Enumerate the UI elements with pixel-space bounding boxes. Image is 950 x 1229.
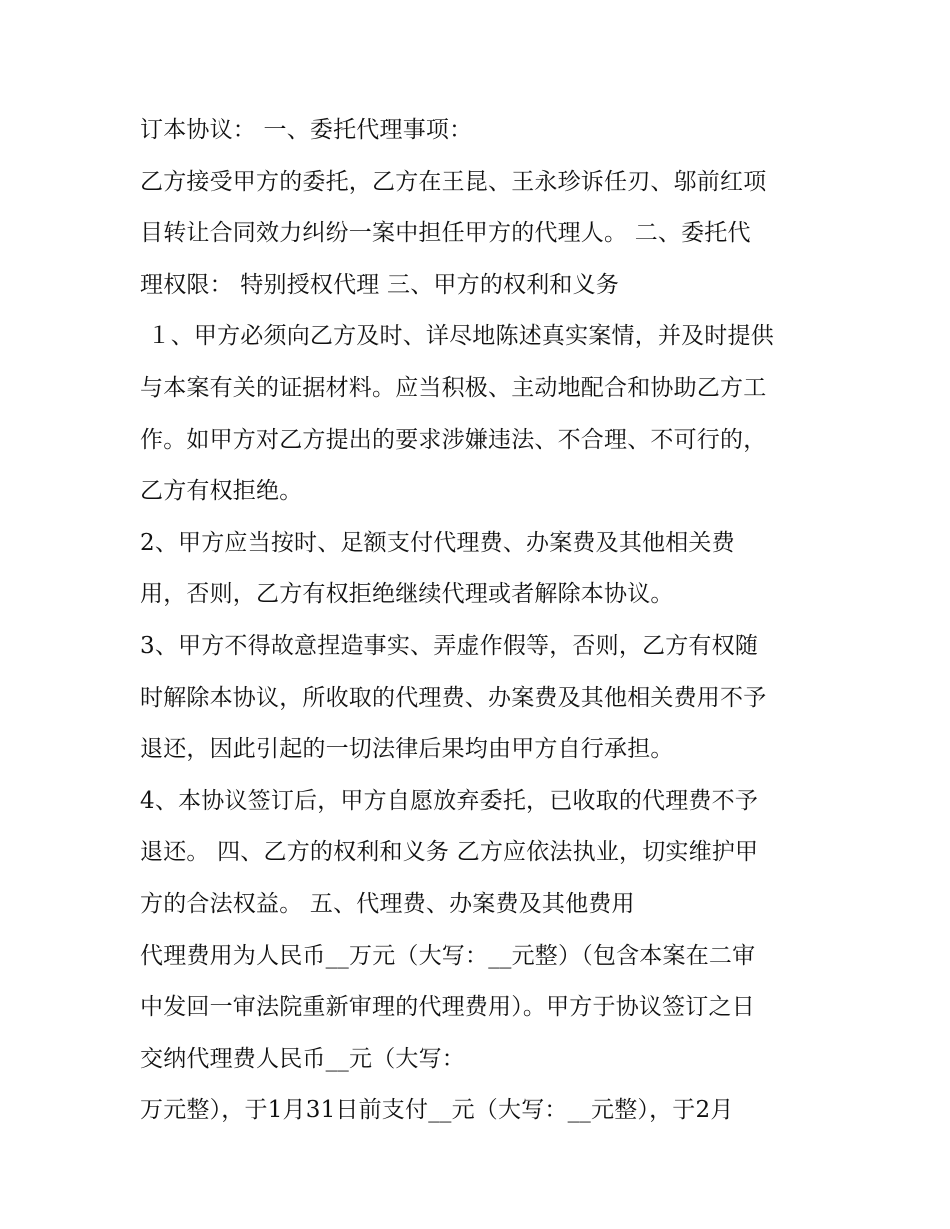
text-line: 万元整），于1月31日前支付__元（大写：__元整），于2月 xyxy=(140,1097,734,1124)
text-line: 退还。 四、乙方的权利和义务 乙方应依法执业，切实维护甲 xyxy=(140,839,759,866)
text-line: 中发回一审法院重新审理的代理费用）。甲方于协议签订之日 xyxy=(140,994,755,1021)
document-body xyxy=(140,110,830,1142)
text-line: 与本案有关的证据材料。应当积极、主动地配合和协助乙方工 xyxy=(140,374,767,401)
text-line: 退还，因此引起的一切法律后果均由甲方自行承担。 xyxy=(140,736,674,763)
text-line: 用，否则，乙方有权拒绝继续代理或者解除本协议。 xyxy=(140,581,674,608)
text-line: １、甲方必须向乙方及时、详尽地陈述真实案情，并及时提供 xyxy=(140,323,774,350)
text-line: 作。如甲方对乙方提出的要求涉嫌违法、不合理、不可行的， xyxy=(140,426,767,453)
text-line: 目转让合同效力纠纷一案中担任甲方的代理人。 二、委托代 xyxy=(140,220,751,247)
text-line: 交纳代理费人民币__元（大写： xyxy=(140,1045,465,1072)
text-line: 4、本协议签订后，甲方自愿放弃委托，已收取的代理费不予 xyxy=(140,787,759,814)
text-line: 订本协议： 一、委托代理事项： xyxy=(140,117,473,143)
text-line: 乙方接受甲方的委托，乙方在王昆、王永珍诉任刃、邬前红项 xyxy=(140,168,767,195)
text-line: 代理费用为人民币__万元（大写：__元整）（包含本案在二审 xyxy=(140,942,756,969)
text-line: 乙方有权拒绝。 xyxy=(140,478,303,505)
text-line: 2、甲方应当按时、足额支付代理费、办案费及其他相关费 xyxy=(140,529,735,556)
text-line: 理权限： 特别授权代理 三、甲方的权利和义务 xyxy=(140,271,620,298)
text-line: 时解除本协议，所收取的代理费、办案费及其他相关费用不予 xyxy=(140,684,767,711)
text-line: 方的合法权益。 五、代理费、办案费及其他费用 xyxy=(140,890,635,917)
text-line: 3、甲方不得故意捏造事实、弄虚作假等，否则，乙方有权随 xyxy=(140,632,759,659)
